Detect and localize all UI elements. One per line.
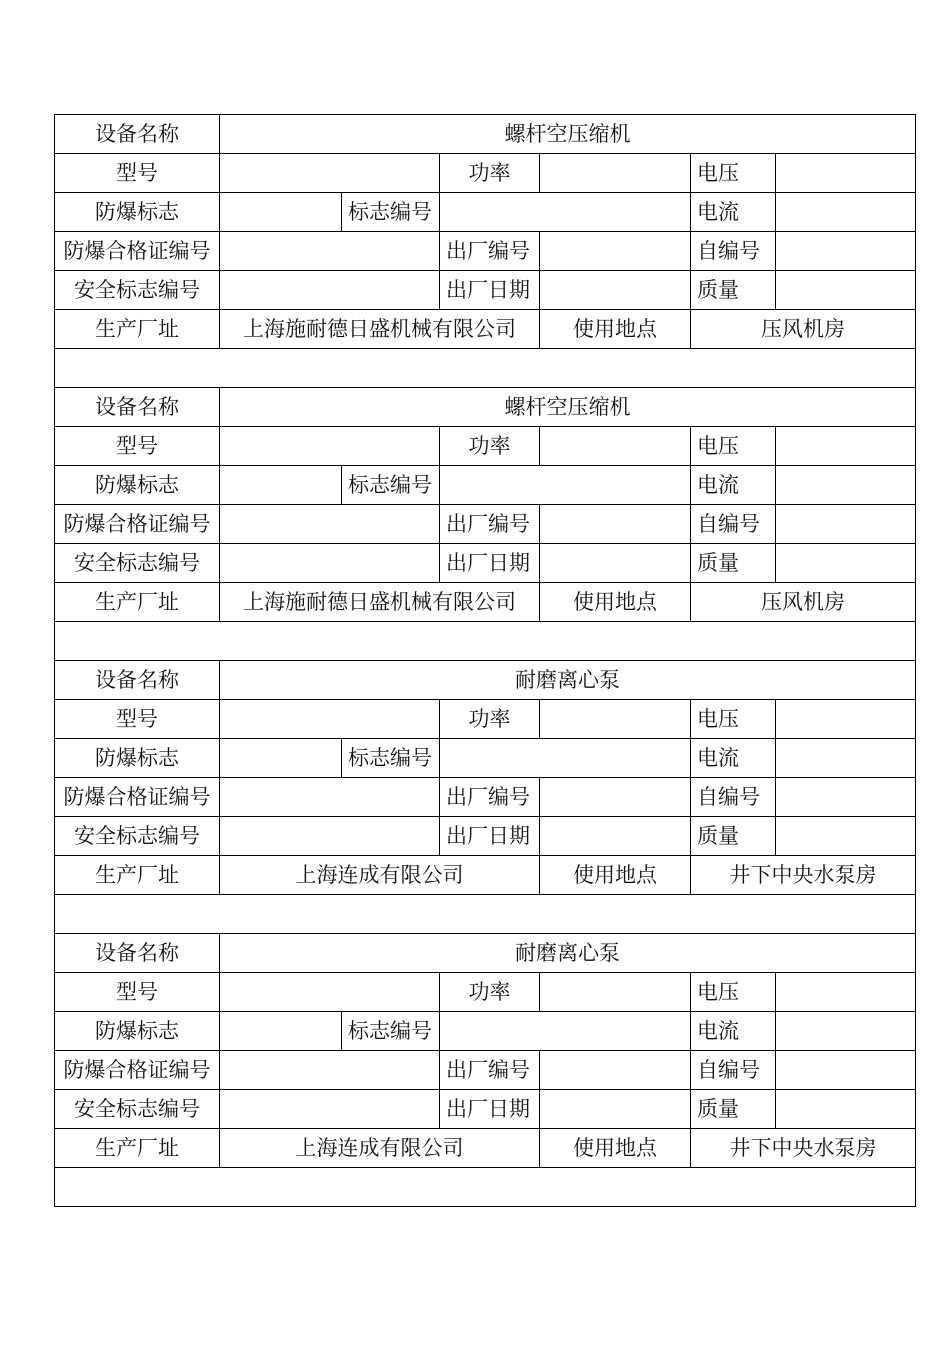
record-1-row-cert (55, 505, 916, 544)
label-current: 电流 (691, 1012, 776, 1051)
current-value (776, 1012, 916, 1051)
label-equipment-name: 设备名称 (55, 115, 220, 154)
label-voltage: 电压 (691, 700, 776, 739)
label-mark-number: 标志编号 (342, 739, 440, 778)
label-explosion-cert-number: 防爆合格证编号 (55, 1051, 220, 1090)
label-model: 型号 (55, 427, 220, 466)
location-value: 井下中央水泵房 (691, 1129, 916, 1168)
label-mark-number: 标志编号 (342, 193, 440, 232)
label-explosion-cert-number: 防爆合格证编号 (55, 778, 220, 817)
explosion-cert-number-value (220, 1051, 440, 1090)
current-value (776, 193, 916, 232)
current-value (776, 739, 916, 778)
label-explosion-mark: 防爆标志 (55, 1012, 220, 1051)
label-current: 电流 (691, 466, 776, 505)
location-value: 井下中央水泵房 (691, 856, 916, 895)
label-manufacturer: 生产厂址 (55, 856, 220, 895)
location-value: 压风机房 (691, 583, 916, 622)
record-3-row-model (55, 973, 916, 1012)
label-location: 使用地点 (540, 310, 691, 349)
factory-date-value (540, 544, 691, 583)
label-factory-date: 出厂日期 (440, 817, 540, 856)
record-3-row-cert (55, 1051, 916, 1090)
safety-mark-number-value (220, 544, 440, 583)
record-0-row-safety (55, 271, 916, 310)
power-value (540, 700, 691, 739)
label-explosion-cert-number: 防爆合格证编号 (55, 505, 220, 544)
mark-number-value (440, 193, 691, 232)
label-power: 功率 (440, 973, 540, 1012)
explosion-cert-number-value (220, 505, 440, 544)
spacer-cell (55, 622, 916, 661)
explosion-cert-number-value (220, 232, 440, 271)
factory-number-value (540, 505, 691, 544)
label-explosion-cert-number: 防爆合格证编号 (55, 232, 220, 271)
spacer-cell (55, 1168, 916, 1207)
label-factory-number: 出厂编号 (440, 778, 540, 817)
manufacturer-value: 上海施耐德日盛机械有限公司 (220, 583, 540, 622)
label-manufacturer: 生产厂址 (55, 310, 220, 349)
label-location: 使用地点 (540, 1129, 691, 1168)
record-1-row-name (55, 388, 916, 427)
label-equipment-name: 设备名称 (55, 661, 220, 700)
label-power: 功率 (440, 700, 540, 739)
record-0-row-model (55, 154, 916, 193)
record-2-row-safety (55, 817, 916, 856)
quality-value (776, 544, 916, 583)
label-explosion-mark: 防爆标志 (55, 739, 220, 778)
quality-value (776, 817, 916, 856)
voltage-value (776, 700, 916, 739)
explosion-mark-value (220, 193, 342, 232)
equipment-name-value: 耐磨离心泵 (220, 934, 916, 973)
explosion-mark-value (220, 466, 342, 505)
safety-mark-number-value (220, 271, 440, 310)
spacer-cell (55, 895, 916, 934)
mark-number-value (440, 1012, 691, 1051)
factory-date-value (540, 1090, 691, 1129)
label-current: 电流 (691, 739, 776, 778)
factory-date-value (540, 271, 691, 310)
record-3-row-name (55, 934, 916, 973)
voltage-value (776, 154, 916, 193)
equipment-register-table (54, 114, 916, 1207)
record-0-row-manufacturer (55, 310, 916, 349)
label-manufacturer: 生产厂址 (55, 1129, 220, 1168)
record-2-row-model (55, 700, 916, 739)
label-quality: 质量 (691, 544, 776, 583)
quality-value (776, 271, 916, 310)
label-factory-number: 出厂编号 (440, 1051, 540, 1090)
explosion-mark-value (220, 739, 342, 778)
power-value (540, 973, 691, 1012)
label-factory-date: 出厂日期 (440, 271, 540, 310)
equipment-name-value: 螺杆空压缩机 (220, 388, 916, 427)
label-quality: 质量 (691, 1090, 776, 1129)
label-self-number: 自编号 (691, 1051, 776, 1090)
self-number-value (776, 232, 916, 271)
self-number-value (776, 1051, 916, 1090)
record-1-row-manufacturer (55, 583, 916, 622)
label-quality: 质量 (691, 817, 776, 856)
label-explosion-mark: 防爆标志 (55, 193, 220, 232)
explosion-mark-value (220, 1012, 342, 1051)
mark-number-value (440, 466, 691, 505)
factory-number-value (540, 232, 691, 271)
quality-value (776, 1090, 916, 1129)
label-safety-mark-number: 安全标志编号 (55, 544, 220, 583)
label-factory-date: 出厂日期 (440, 544, 540, 583)
label-location: 使用地点 (540, 583, 691, 622)
manufacturer-value: 上海连成有限公司 (220, 1129, 540, 1168)
explosion-cert-number-value (220, 778, 440, 817)
factory-number-value (540, 778, 691, 817)
label-factory-date: 出厂日期 (440, 1090, 540, 1129)
record-2-spacer-row (55, 895, 916, 934)
label-safety-mark-number: 安全标志编号 (55, 1090, 220, 1129)
model-value (220, 700, 440, 739)
label-self-number: 自编号 (691, 778, 776, 817)
record-3-row-safety (55, 1090, 916, 1129)
label-voltage: 电压 (691, 973, 776, 1012)
location-value: 压风机房 (691, 310, 916, 349)
spacer-cell (55, 349, 916, 388)
record-2-row-cert (55, 778, 916, 817)
label-power: 功率 (440, 427, 540, 466)
record-0-row-explosion-mark (55, 193, 916, 232)
manufacturer-value: 上海施耐德日盛机械有限公司 (220, 310, 540, 349)
label-explosion-mark: 防爆标志 (55, 466, 220, 505)
safety-mark-number-value (220, 817, 440, 856)
factory-date-value (540, 817, 691, 856)
label-manufacturer: 生产厂址 (55, 583, 220, 622)
label-mark-number: 标志编号 (342, 466, 440, 505)
mark-number-value (440, 739, 691, 778)
label-power: 功率 (440, 154, 540, 193)
label-model: 型号 (55, 700, 220, 739)
power-value (540, 154, 691, 193)
model-value (220, 427, 440, 466)
label-quality: 质量 (691, 271, 776, 310)
record-3-row-manufacturer (55, 1129, 916, 1168)
record-2-row-explosion-mark (55, 739, 916, 778)
label-factory-number: 出厂编号 (440, 505, 540, 544)
voltage-value (776, 427, 916, 466)
power-value (540, 427, 691, 466)
label-current: 电流 (691, 193, 776, 232)
label-safety-mark-number: 安全标志编号 (55, 817, 220, 856)
equipment-name-value: 耐磨离心泵 (220, 661, 916, 700)
safety-mark-number-value (220, 1090, 440, 1129)
record-0-row-name (55, 115, 916, 154)
label-model: 型号 (55, 973, 220, 1012)
record-2-row-manufacturer (55, 856, 916, 895)
model-value (220, 154, 440, 193)
current-value (776, 466, 916, 505)
manufacturer-value: 上海连成有限公司 (220, 856, 540, 895)
label-equipment-name: 设备名称 (55, 388, 220, 427)
voltage-value (776, 973, 916, 1012)
model-value (220, 973, 440, 1012)
record-3-row-explosion-mark (55, 1012, 916, 1051)
label-self-number: 自编号 (691, 505, 776, 544)
record-1-spacer-row (55, 622, 916, 661)
record-1-row-safety (55, 544, 916, 583)
label-factory-number: 出厂编号 (440, 232, 540, 271)
record-1-row-model (55, 427, 916, 466)
record-0-row-cert (55, 232, 916, 271)
label-voltage: 电压 (691, 154, 776, 193)
record-1-row-explosion-mark (55, 466, 916, 505)
label-mark-number: 标志编号 (342, 1012, 440, 1051)
label-location: 使用地点 (540, 856, 691, 895)
record-2-row-name (55, 661, 916, 700)
record-0-spacer-row (55, 349, 916, 388)
self-number-value (776, 778, 916, 817)
label-voltage: 电压 (691, 427, 776, 466)
label-model: 型号 (55, 154, 220, 193)
record-3-spacer-row (55, 1168, 916, 1207)
factory-number-value (540, 1051, 691, 1090)
equipment-name-value: 螺杆空压缩机 (220, 115, 916, 154)
label-self-number: 自编号 (691, 232, 776, 271)
self-number-value (776, 505, 916, 544)
label-equipment-name: 设备名称 (55, 934, 220, 973)
label-safety-mark-number: 安全标志编号 (55, 271, 220, 310)
